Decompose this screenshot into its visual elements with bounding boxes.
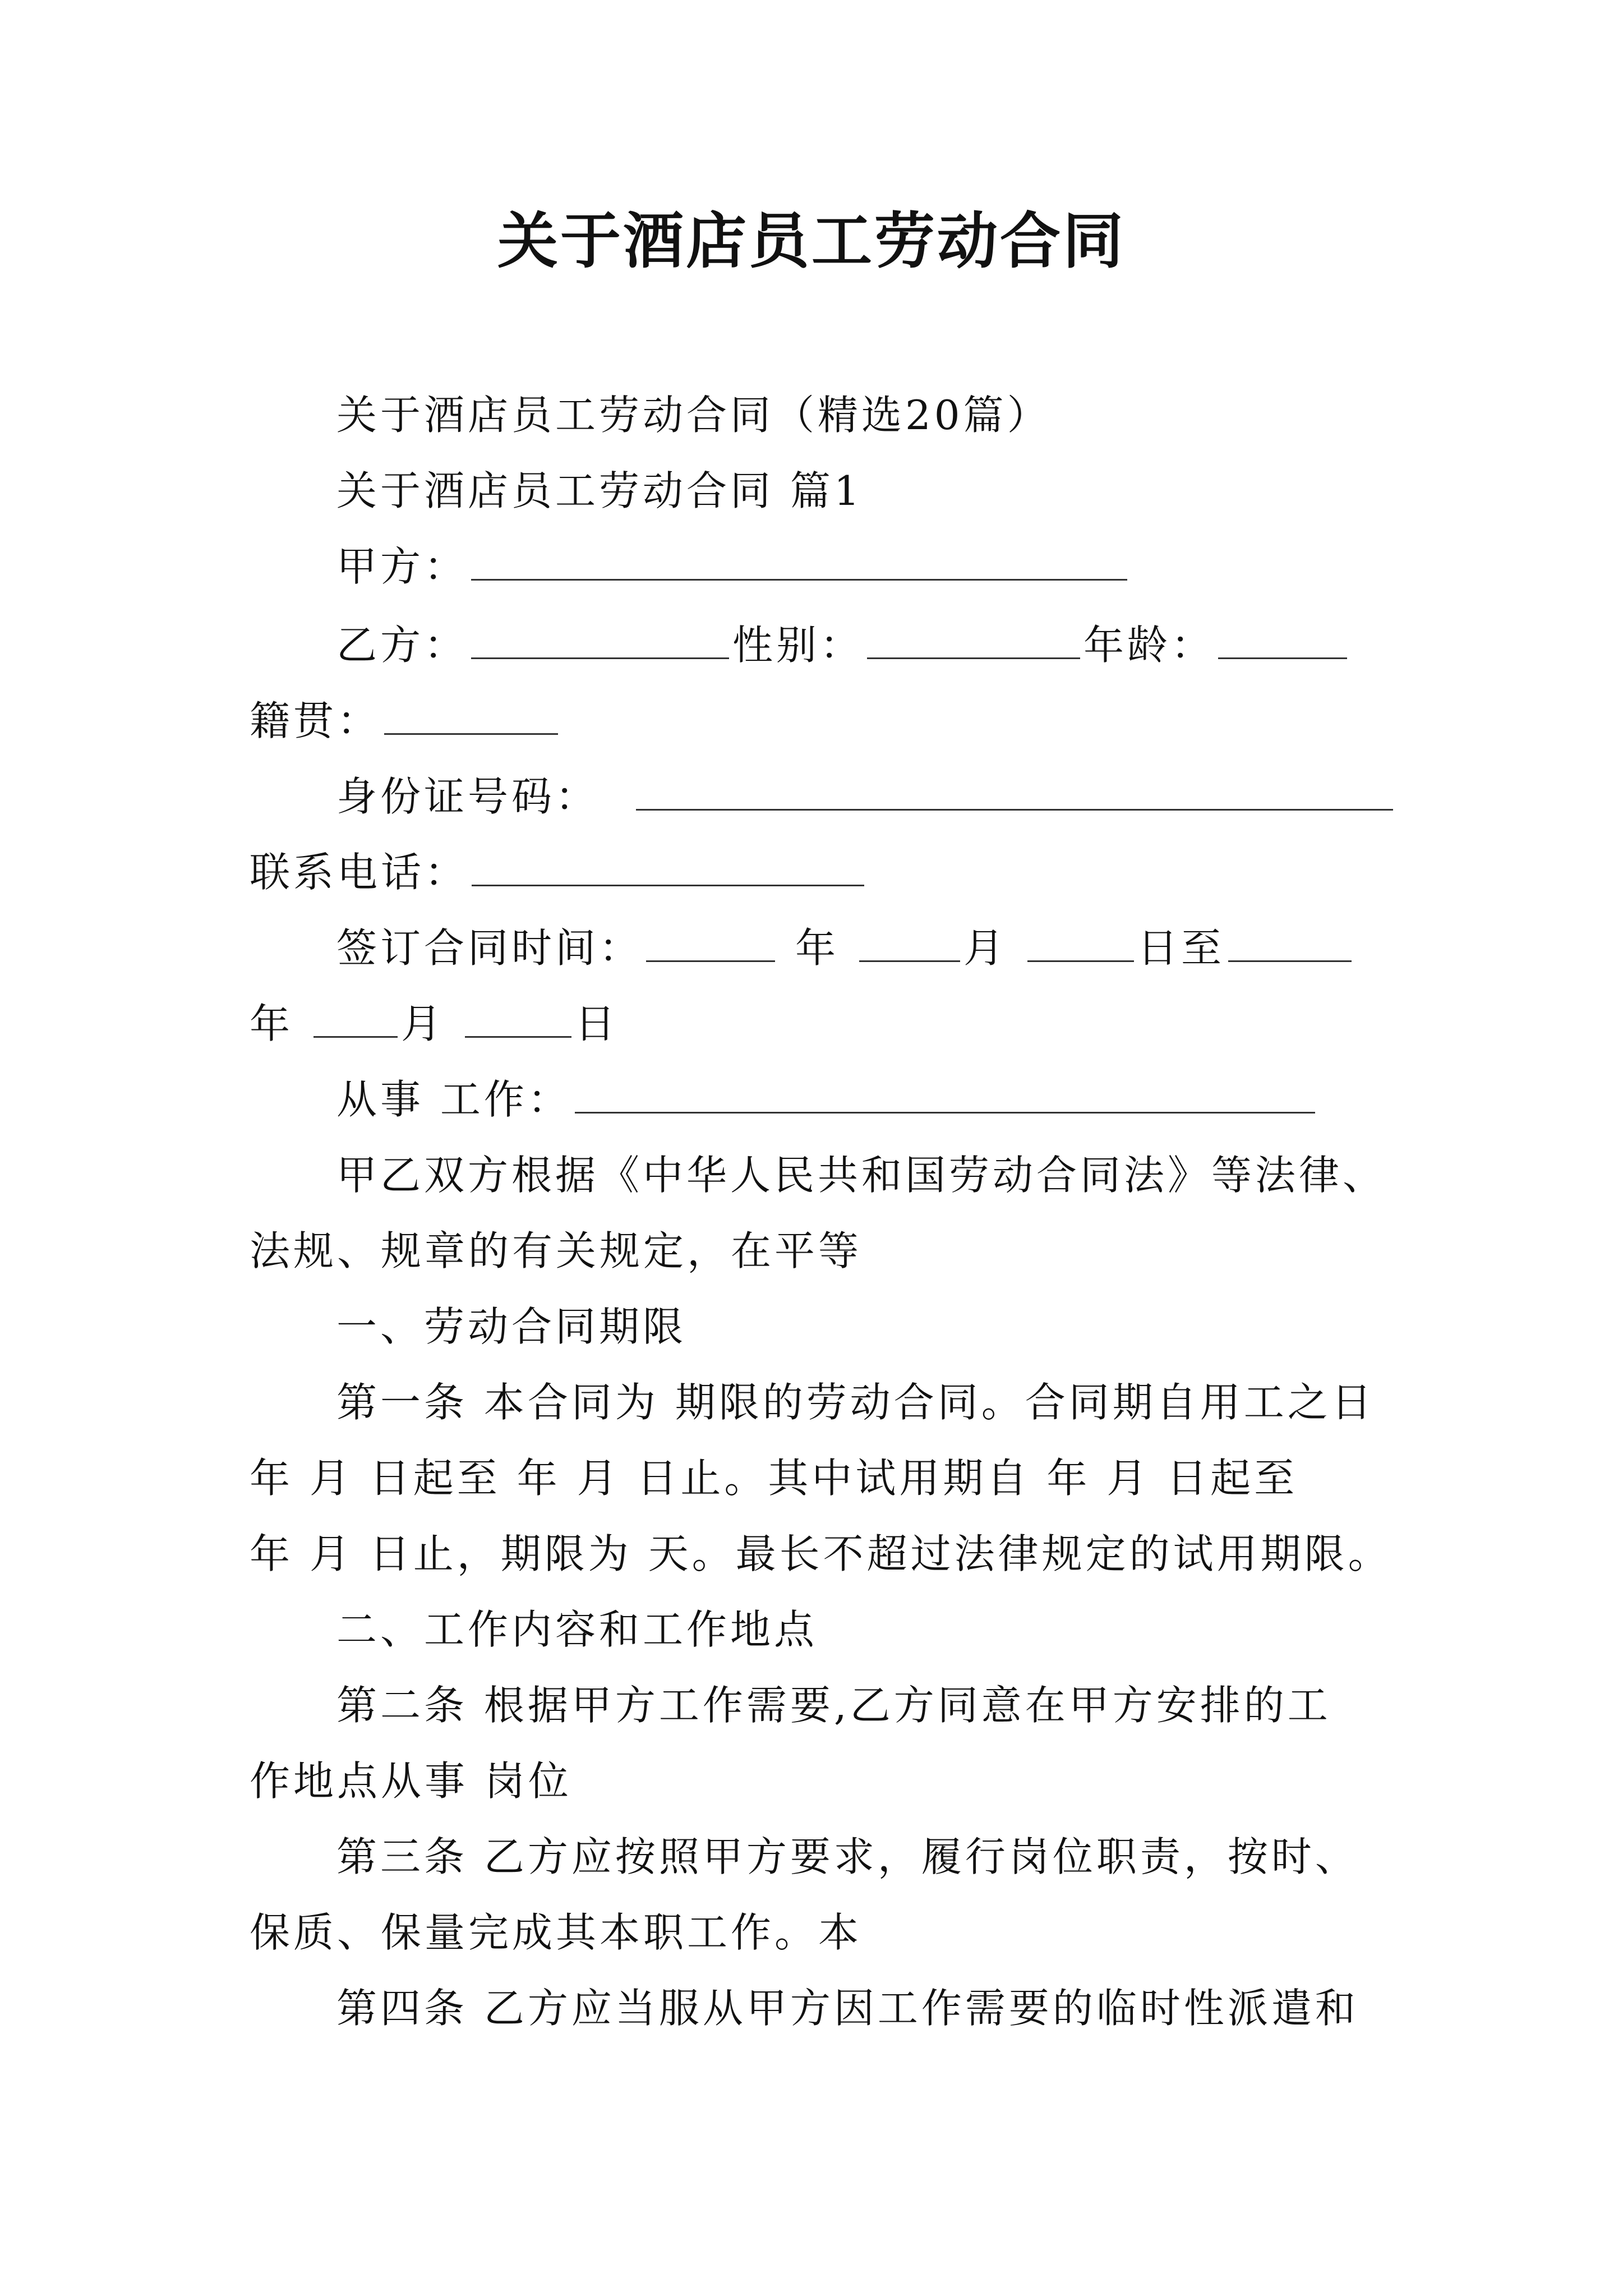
end-year-blank[interactable]	[1228, 923, 1352, 962]
party-a-label: 甲方：	[336, 543, 468, 590]
party-b-label: 乙方：	[336, 622, 468, 669]
article-1-line2: 年 月 日起至 年 月 日止。其中试用期自 年 月 日起至	[250, 1455, 1298, 1502]
end-day-text: 日	[575, 1000, 619, 1047]
phone-label: 联系电话：	[250, 849, 469, 896]
article-1-line3: 年 月 日止，期限为 天。最长不超过法律规定的试用期限。	[250, 1530, 1392, 1577]
article-2-line1: 第二条 根据甲方工作需要,乙方同意在甲方安排的工	[336, 1682, 1331, 1729]
para1-line1: 甲乙双方根据《中华人民共和国劳动合同法》等法律、	[336, 1152, 1387, 1199]
age-blank[interactable]	[1218, 620, 1347, 659]
year-text: 年	[795, 924, 840, 972]
para1-line2: 法规、规章的有关规定，在平等	[250, 1227, 863, 1274]
job-blank[interactable]	[575, 1075, 1315, 1114]
phone-row	[250, 844, 868, 900]
article-1-line1: 第一条 本合同为 期限的劳动合同。合同期自用工之日	[336, 1379, 1375, 1426]
end-month-blank[interactable]	[313, 999, 398, 1038]
native-row	[250, 693, 561, 749]
end-month-text: 月	[401, 1000, 445, 1047]
job-label: 从事 工作：	[336, 1076, 571, 1123]
party-a-blank[interactable]	[471, 542, 1127, 581]
month-text: 月	[963, 924, 1008, 972]
id-label: 身份证号码：	[336, 773, 600, 820]
document-title: 关于酒店员工劳动合同	[497, 206, 1126, 277]
native-blank[interactable]	[384, 696, 558, 735]
section-1-heading: 一、劳动合同期限	[336, 1303, 687, 1350]
native-label: 籍贯：	[250, 697, 381, 744]
section-2-heading: 二、工作内容和工作地点	[336, 1606, 818, 1653]
sign-day-blank[interactable]	[1027, 923, 1134, 962]
phone-blank[interactable]	[472, 848, 864, 886]
age-label: 年龄：	[1083, 622, 1215, 669]
sign-year-blank[interactable]	[646, 923, 775, 962]
gender-label: 性别：	[732, 622, 864, 669]
day-to-text: 日至	[1137, 924, 1225, 972]
gender-blank[interactable]	[867, 620, 1080, 659]
end-day-blank[interactable]	[465, 999, 571, 1038]
sign-month-blank[interactable]	[859, 923, 960, 962]
article-3-line1: 第三条 乙方应按照甲方要求，履行岗位职责，按时、	[336, 1833, 1359, 1880]
part-heading: 关于酒店员工劳动合同 篇1	[336, 467, 863, 514]
id-row	[336, 769, 1396, 825]
subtitle: 关于酒店员工劳动合同（精选20篇）	[336, 392, 1051, 439]
article-3-line2: 保质、保量完成其本职工作。本	[250, 1909, 863, 1956]
party-b-blank[interactable]	[471, 620, 729, 659]
end-date-row	[250, 996, 619, 1052]
sign-date-row	[336, 920, 1355, 976]
party-b-row	[336, 617, 1350, 673]
article-4-line1: 第四条 乙方应当服从甲方因工作需要的临时性派遣和	[336, 1985, 1359, 2032]
end-year-text: 年	[250, 1000, 294, 1047]
sign-label: 签订合同时间：	[336, 924, 643, 972]
article-2-line2: 作地点从事 岗位	[250, 1757, 572, 1805]
party-a-row	[336, 539, 1131, 595]
job-row	[336, 1071, 1318, 1128]
id-blank[interactable]	[636, 772, 1393, 811]
